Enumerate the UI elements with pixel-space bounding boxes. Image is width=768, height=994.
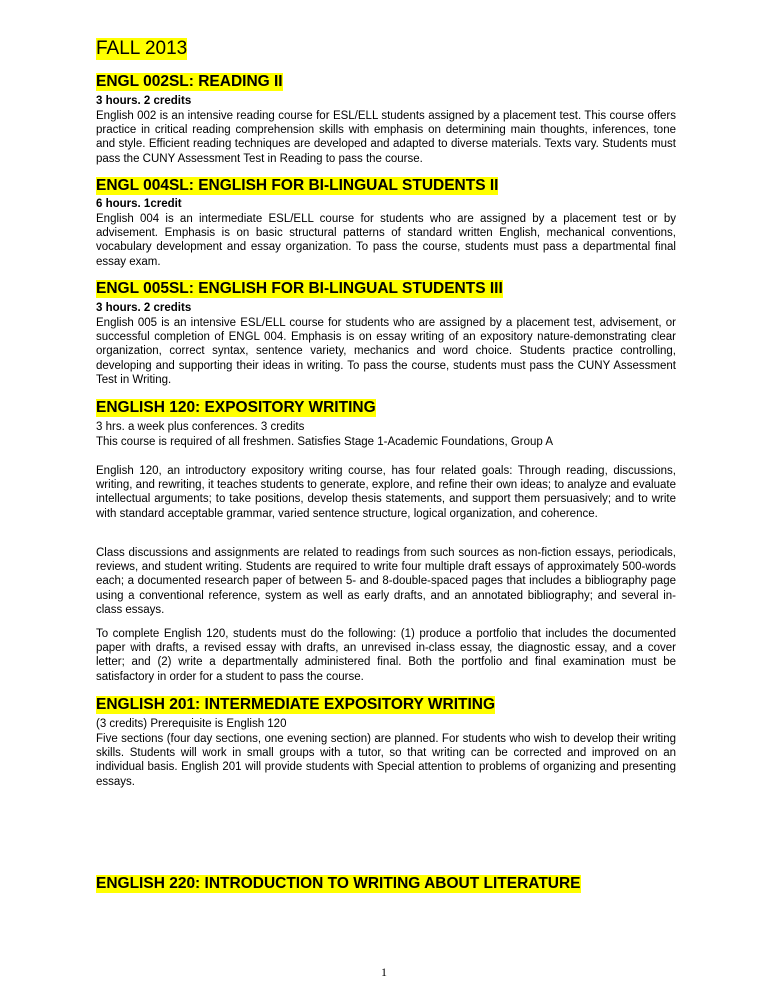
course-credits-english-201: (3 credits) Prerequisite is English 120 [96, 718, 287, 730]
course-heading-engl-005sl: ENGL 005SL: ENGLISH FOR BI-LINGUAL STUDENTS III [96, 280, 503, 297]
course-paragraph-english-120-goals: English 120, an introductory expository writing course, has four related goals: Through reading, discussions, writing, and rewriting, it teaches students to generate, explore, and refine their own ideas; to analyze and evaluate intellectual arguments; to take positions, develop thesis statements, and support them persuasively; and to write with standard acceptable grammar, varied sentence structure, logical organization, and coherence. [96, 465, 676, 520]
course-credits-engl-005sl: 3 hours. 2 credits [96, 302, 192, 314]
course-heading-english-120: ENGLISH 120: EXPOSITORY WRITING [96, 399, 376, 416]
course-description-engl-002sl: English 002 is an intensive reading course for ESL/ELL students assigned by a placement test. This course offers practice in critical reading comprehension skills with emphasis on determining main thoughts, inferences, tone and style. Efficient reading techniques are developed and adapted to diverse materials. Texts vary. Students must pass the CUNY Assessment Test in Reading to pass the course. [96, 110, 676, 165]
course-credits-engl-002sl: 3 hours. 2 credits [96, 95, 192, 107]
course-heading-engl-004sl: ENGL 004SL: ENGLISH FOR BI-LINGUAL STUDENTS II [96, 177, 499, 194]
course-paragraph-english-120-assignments: Class discussions and assignments are related to readings from such sources as non-fiction essays, periodicals, reviews, and student writing. Students are required to write four multiple draft essays of approximately 500-words each; a documented research paper of between 5- and 8-double-spaced pages that includes a bibliography page using a conventional reference, system as well as early drafts, and an annotated bibliography; and several in-class essays. [96, 547, 676, 616]
course-credits-engl-004sl: 6 hours. 1credit [96, 198, 182, 210]
course-heading-engl-002sl: ENGL 002SL: READING II [96, 73, 283, 90]
course-description-engl-004sl: English 004 is an intermediate ESL/ELL course for students who are assigned by a placement test or by advisement. Emphasis is on basic structural patterns of standard written English, mechanical conventions, vocabulary development and essay organization. To pass the course, students must pass a departmental final essay exam. [96, 213, 676, 268]
course-credits-english-120: 3 hrs. a week plus conferences. 3 credits [96, 421, 305, 433]
course-description-engl-005sl: English 005 is an intensive ESL/ELL course for students who are assigned by a placement test, advisement, or successful completion of ENGL 004. Emphasis is on essay writing of an expository nature-demonstrating clear organization, correct syntax, sentence variety, mechanics and word choice. Students practice controlling, developing and supporting their ideas in writing. To pass the course, students must pass the CUNY Assessment Test in Writing. [96, 317, 676, 386]
course-heading-english-220: ENGLISH 220: INTRODUCTION TO WRITING ABOUT LITERATURE [96, 875, 581, 892]
course-paragraph-english-120-completion: To complete English 120, students must do the following: (1) produce a portfolio that includes the documented paper with drafts, a revised essay with drafts, an unrevised in-class essay, the diagnostic essay, and a cover letter; and (2) write a departmentally administered final. Both the portfolio and final examination must be satisfactory in order for a student to pass the course. [96, 628, 676, 683]
page-number: 1 [381, 965, 387, 979]
course-heading-english-201: ENGLISH 201: INTERMEDIATE EXPOSITORY WRITING [96, 696, 496, 713]
course-description-english-201: Five sections (four day sections, one evening section) are planned. For students who wish to develop their writing skills. Students will work in small groups with a tutor, so that writing can be corrected and improved on an individual basis. English 201 will provide students with Special attention to problems of organizing and presenting essays. [96, 733, 676, 788]
term-heading: FALL 2013 [96, 38, 188, 59]
course-requirement-english-120: This course is required of all freshmen. Satisfies Stage 1-Academic Foundations, Group A [96, 436, 554, 448]
